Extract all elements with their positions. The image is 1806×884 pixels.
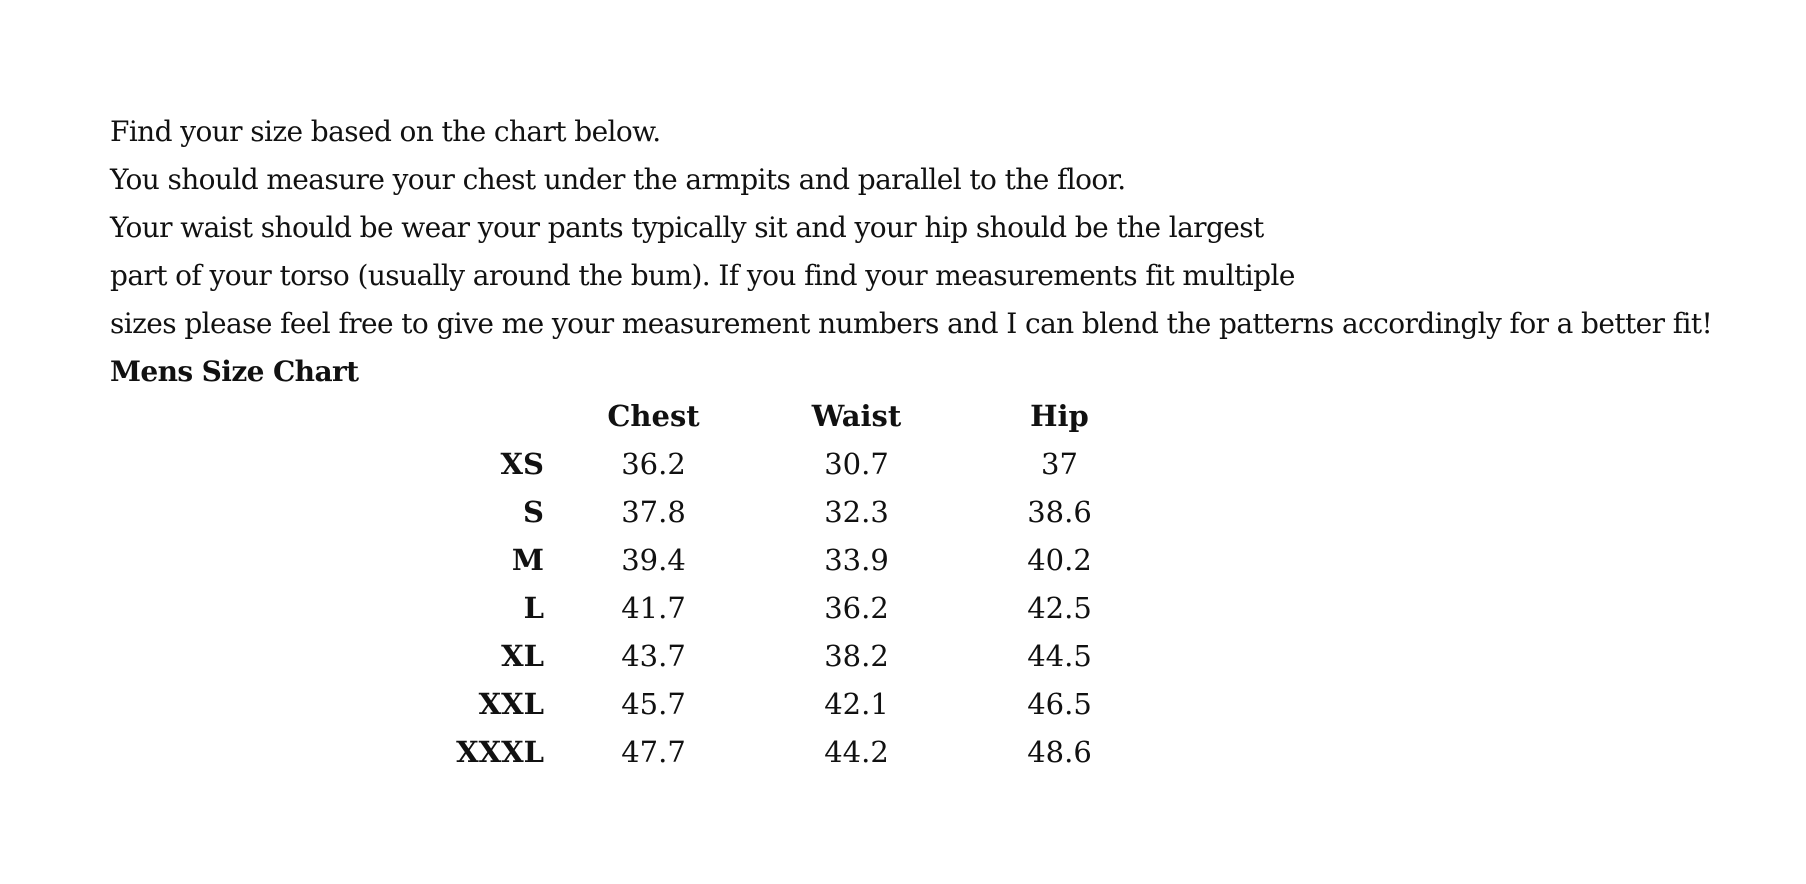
chest-value: 45.7 (621, 687, 686, 721)
hip-value: 44.5 (1027, 639, 1092, 673)
table-header-row (420, 392, 1161, 440)
size-chart-table (420, 392, 1161, 776)
waist-value: 36.2 (824, 591, 889, 625)
hip-value: 48.6 (1027, 735, 1092, 769)
hip-value: 38.6 (1027, 495, 1092, 529)
waist-value: 42.1 (824, 687, 889, 721)
size-label: L (523, 591, 544, 625)
waist-value: 30.7 (824, 447, 889, 481)
hip-value: 46.5 (1027, 687, 1092, 721)
chart-title: Mens Size Chart (110, 355, 359, 388)
table-row (420, 728, 1161, 776)
table-row (420, 584, 1161, 632)
waist-value: 32.3 (824, 495, 889, 529)
header-hip: Hip (1030, 399, 1089, 433)
intro-line-1: Find your size based on the chart below. (110, 115, 661, 148)
chest-value: 41.7 (621, 591, 686, 625)
header-corner (420, 392, 552, 440)
table-row (420, 488, 1161, 536)
table-row (420, 632, 1161, 680)
table-row (420, 680, 1161, 728)
chest-value: 47.7 (621, 735, 686, 769)
waist-value: 44.2 (824, 735, 889, 769)
waist-value: 38.2 (824, 639, 889, 673)
hip-value: 37 (1041, 447, 1078, 481)
intro-line-3: Your waist should be wear your pants typically sit and your hip should be the largest (110, 211, 1264, 244)
size-label: XXXL (456, 735, 544, 769)
intro-line-5: sizes please feel free to give me your measurement numbers and I can blend the patterns accordingly for a better fit! (110, 307, 1713, 340)
size-label: S (523, 495, 544, 529)
size-label: XL (501, 639, 544, 673)
size-label: XXL (478, 687, 544, 721)
header-chest: Chest (607, 399, 700, 433)
table-row (420, 536, 1161, 584)
intro-line-2: You should measure your chest under the armpits and parallel to the floor. (110, 163, 1126, 196)
chest-value: 39.4 (621, 543, 686, 577)
table-row (420, 440, 1161, 488)
chest-value: 37.8 (621, 495, 686, 529)
size-label: XS (500, 447, 544, 481)
size-label: M (511, 543, 544, 577)
intro-line-4: part of your torso (usually around the bum). If you find your measurements fit multiple (110, 259, 1295, 292)
hip-value: 40.2 (1027, 543, 1092, 577)
header-waist: Waist (811, 399, 902, 433)
chest-value: 36.2 (621, 447, 686, 481)
chest-value: 43.7 (621, 639, 686, 673)
size-guide-document (110, 108, 1790, 396)
hip-value: 42.5 (1027, 591, 1092, 625)
waist-value: 33.9 (824, 543, 889, 577)
